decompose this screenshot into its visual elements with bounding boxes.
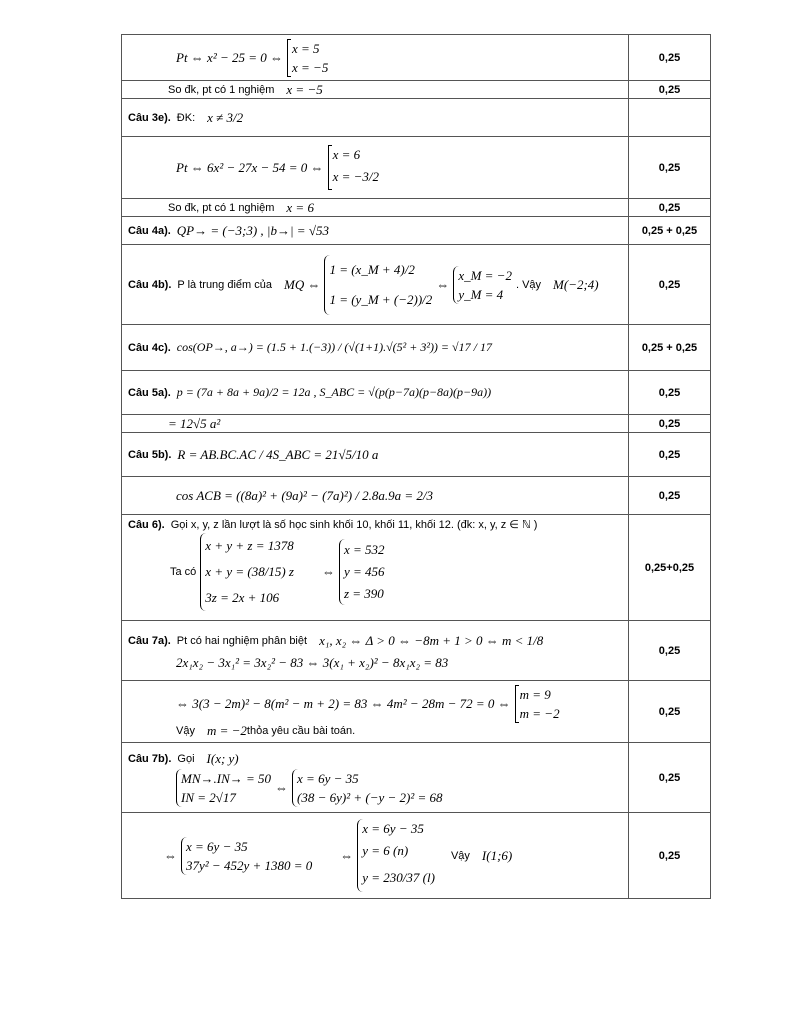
table-row: Câu 3e). ĐK: x ≠ 3/2 (122, 99, 711, 137)
table-row: Câu 4a). QP→ = (−3;3) , |b→| = √53 0,25 + 0,25 (122, 217, 711, 245)
solution-cases: x = 6 x = −3/2 (328, 145, 379, 190)
equation-system: x_M = −2 y_M = 4 (453, 266, 512, 304)
solution-cases: m = 9 m = −2 (515, 685, 560, 723)
table-row: Câu 4b). P là trung điểm của MQ ⇔ 1 = (x_M + 4)/2 1 = (y_M + (−2))/2 ⇔ x_M = −2 y_M = 4 . Vậy M(−2;4) 0,25 (122, 245, 711, 325)
score-cell: 0,25 (629, 415, 711, 433)
equation-system: x = 6y − 35 y = 6 (n) y = 230/37 (l) (357, 819, 435, 892)
score-cell: 0,25 (629, 681, 711, 743)
score-cell: 0,25 (629, 371, 711, 415)
score-cell: 0,25 (629, 433, 711, 477)
equation-system: x + y + z = 1378 x + y = (38/15) z 3z = 2x + 106 (200, 533, 294, 611)
score-cell: 0,25 + 0,25 (629, 325, 711, 371)
equation: Pt ⇔ x² − 25 = 0 ⇔ (176, 49, 284, 65)
equation-system: MN→.IN→ = 50 IN = 2√17 (176, 769, 271, 807)
question-label: Câu 7a). (128, 634, 171, 647)
equation-system: x = 532 y = 456 z = 390 (339, 539, 385, 605)
question-label: Câu 5b). (128, 448, 172, 461)
table-row: Câu 4c). cos(OP→, a→) = (1.5 + 1.(−3)) / (√(1+1).√(5² + 3²)) = √17 / 17 0,25 + 0,25 (122, 325, 711, 371)
table-row: Câu 6). Gọi x, y, z lần lượt là số học sinh khối 10, khối 11, khối 12. (đk: x, y, z ∈ ℕ ) Ta có x + y + z = 1378 x + y = (38/15) z 3z = 2x + 106 ⇔ x = 532 y = 456 z = 390 0,25+0,25 (122, 515, 711, 621)
score-cell: 0,25 (629, 813, 711, 899)
question-label: Câu 3e). (128, 111, 171, 124)
equation-system: x = 6y − 35 (38 − 6y)² + (−y − 2)² = 68 (292, 769, 443, 807)
table-row: Câu 7a). Pt có hai nghiệm phân biệt x₁, x₂ ⇔ Δ > 0 ⇔ −8m + 1 > 0 ⇔ m < 1/8 2x₁x₂ − 3x₁² = 3x₂² − 83 ⇔ 3(x₁ + x₂)² − 8x₁x₂ = 83 0,25 (122, 621, 711, 681)
table-row: Câu 7b). Gọi I(x; y) MN→.IN→ = 50 IN = 2√17 ⇔ x = 6y − 35 (38 − 6y)² + (−y − 2)² = 68 0,25 (122, 743, 711, 813)
table-row: = 12√5 a² 0,25 (122, 415, 711, 433)
score-cell: 0,25 (629, 477, 711, 515)
score-cell (629, 99, 711, 137)
score-cell: 0,25 + 0,25 (629, 217, 711, 245)
table-row: Pt ⇔ 6x² − 27x − 54 = 0 ⇔ x = 6 x = −3/2 0,25 (122, 137, 711, 199)
score-cell: 0,25 (629, 199, 711, 217)
question-label: Câu 4c). (128, 341, 171, 354)
table-row: ⇔ x = 6y − 35 37y² − 452y + 1380 = 0 ⇔ x = 6y − 35 y = 6 (n) y = 230/37 (l) Vậy I(1;6) 0,25 (122, 813, 711, 899)
score-cell: 0,25 (629, 81, 711, 99)
score-cell: 0,25 (629, 35, 711, 81)
question-label: Câu 5a). (128, 386, 171, 399)
question-label: Câu 4a). (128, 224, 171, 237)
equation-system: 1 = (x_M + 4)/2 1 = (y_M + (−2))/2 (324, 255, 432, 315)
table-row: Câu 5a). p = (7a + 8a + 9a)/2 = 12a , S_ABC = √(p(p−7a)(p−8a)(p−9a)) 0,25 (122, 371, 711, 415)
table-row (122, 35, 711, 81)
question-label: Câu 7b). (128, 752, 172, 765)
score-cell: 0,25 (629, 245, 711, 325)
table-row: Câu 5b). R = AB.BC.AC / 4S_ABC = 21√5/10 a 0,25 (122, 433, 711, 477)
score-cell: 0,25 (629, 621, 711, 681)
solution-cases: x = 5 x = −5 (287, 39, 328, 77)
score-cell: 0,25 (629, 137, 711, 199)
equation-system: x = 6y − 35 37y² − 452y + 1380 = 0 (181, 837, 312, 875)
table-row: So đk, pt có 1 nghiệm x = −5 0,25 (122, 81, 711, 99)
score-cell: 0,25+0,25 (629, 515, 711, 621)
table-row: So đk, pt có 1 nghiệm x = 6 0,25 (122, 199, 711, 217)
question-label: Câu 4b). (128, 278, 172, 291)
grading-table (121, 34, 711, 899)
score-cell: 0,25 (629, 743, 711, 813)
table-row: cos ACB = ((8a)² + (9a)² − (7a)²) / 2.8a.9a = 2/3 0,25 (122, 477, 711, 515)
table-row: ⇔ 3(3 − 2m)² − 8(m² − m + 2) = 83 ⇔ 4m² − 28m − 72 = 0 ⇔ m = 9 m = −2 Vậy m = −2 thỏa yêu cầu bài toán. 0,25 (122, 681, 711, 743)
question-label: Câu 6). (128, 518, 165, 531)
